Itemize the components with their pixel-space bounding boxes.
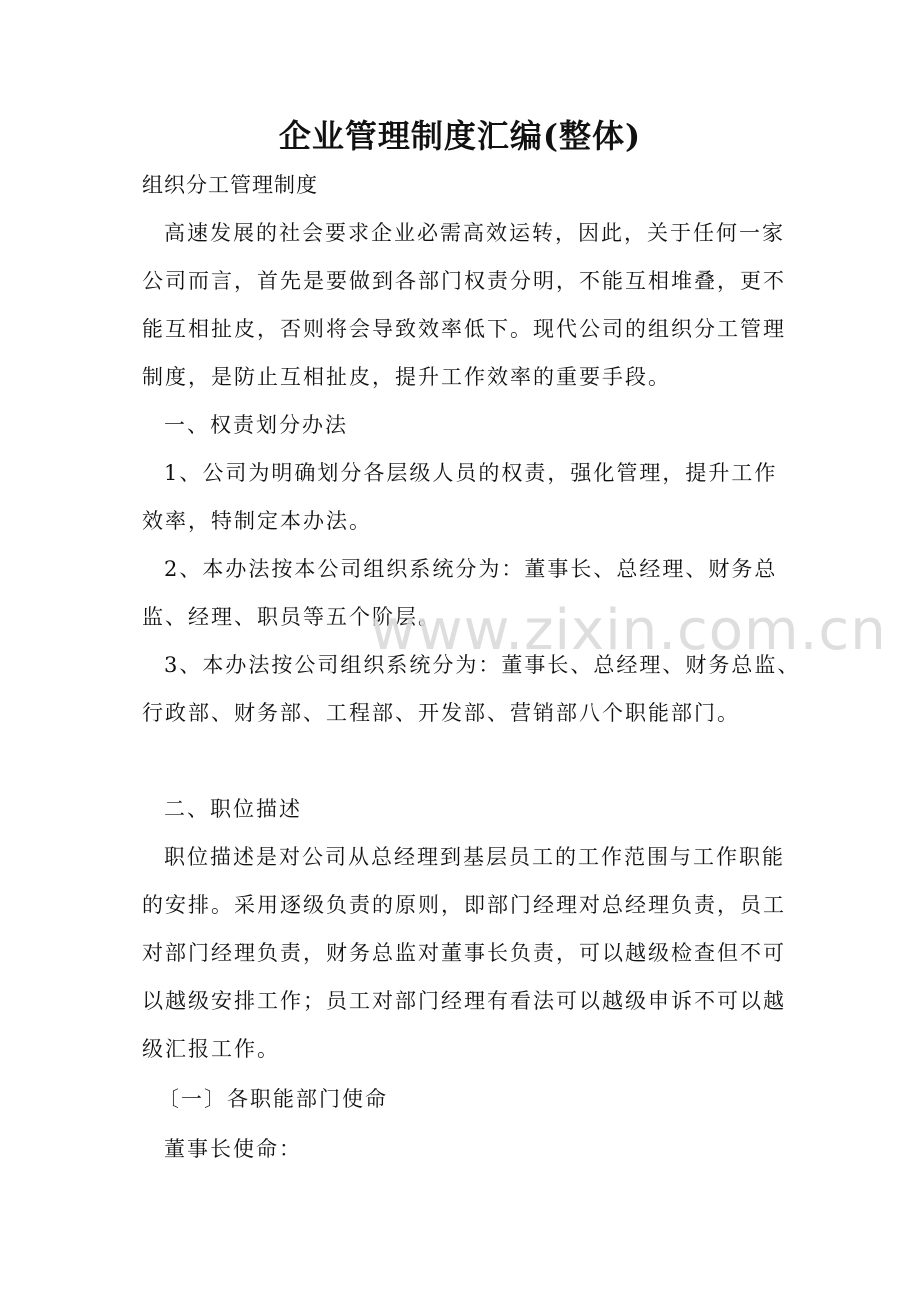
paragraph-line: 监、经理、职员等五个阶层。 [142, 605, 441, 629]
paragraph-line: 效率，特制定本办法。 [142, 509, 372, 533]
paragraph-line: 能互相扯皮，否则将会导致效率低下。现代公司的组织分工管理 [142, 317, 786, 341]
paragraph-line: 以越级安排工作；员工对部门经理有看法可以越级申诉不可以越 [142, 989, 786, 1013]
paragraph-line: 对部门经理负责，财务总监对董事长负责，可以越级检查但不可 [142, 941, 786, 965]
watermark-text: www.zixin.com.cn [370, 598, 887, 663]
heading-line: 一、权责划分办法 [164, 413, 348, 437]
subheading-line: 〔一〕各职能部门使命 [158, 1087, 388, 1111]
paragraph-line: 制度，是防止互相扯皮，提升工作效率的重要手段。 [142, 365, 671, 389]
paragraph-line: 3、本办法按公司组织系统分为：董事长、总经理、财务总监、 [164, 653, 801, 677]
paragraph-line: 职位描述是对公司从总经理到基层员工的工作范围与工作职能 [164, 845, 785, 869]
paragraph-line: 董事长使命： [164, 1137, 302, 1161]
paragraph-line: 的安排。采用逐级负责的原则，即部门经理对总经理负责，员工 [142, 893, 786, 917]
paragraph-line: 级汇报工作。 [142, 1037, 280, 1061]
paragraph-line: 公司而言，首先是要做到各部门权责分明，不能互相堆叠，更不 [142, 269, 786, 293]
document-title: 企业管理制度汇编(整体) [278, 117, 642, 155]
paragraph-line: 2、本办法按本公司组织系统分为：董事长、总经理、财务总 [164, 557, 778, 581]
paragraph-line: 行政部、财务部、工程部、开发部、营销部八个职能部门。 [142, 701, 740, 725]
paragraph-line: 高速发展的社会要求企业必需高效运转，因此，关于任何一家 [164, 221, 785, 245]
paragraph-line: 1、公司为明确划分各层级人员的权责，强化管理，提升工作 [164, 461, 778, 485]
section-title: 组织分工管理制度 [142, 173, 318, 197]
heading-line: 二、职位描述 [164, 797, 302, 821]
